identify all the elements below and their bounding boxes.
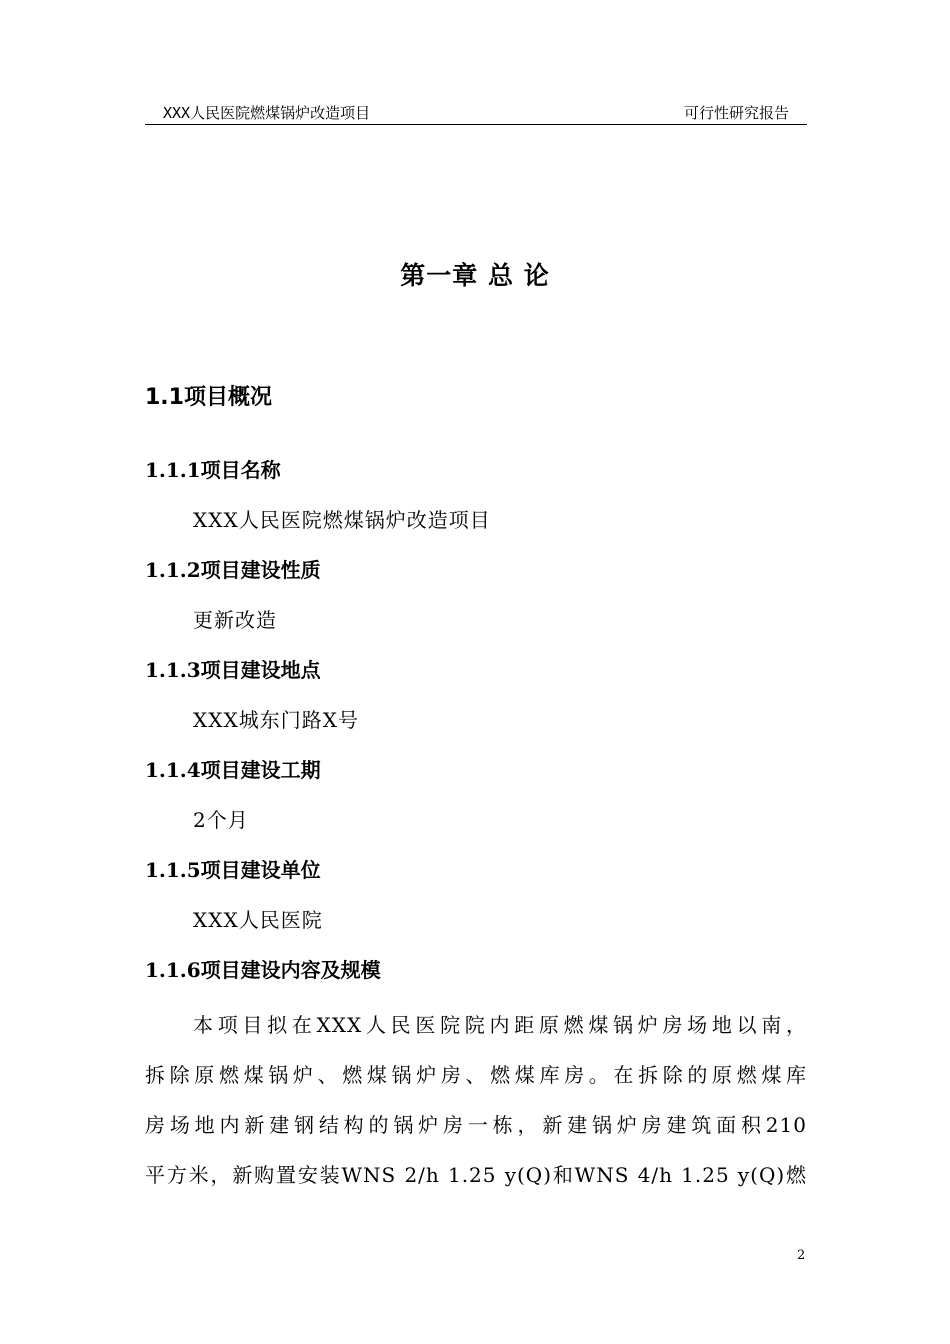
section-title: 1.1项目概况: [145, 385, 272, 410]
scope-paragraph: [145, 1000, 807, 1200]
subsection-body-unit: XXX人民医院: [193, 908, 323, 932]
subsection-heading-unit: 1.1.5项目建设单位: [145, 858, 321, 882]
subsection-body-nature: 更新改造: [193, 608, 277, 632]
subsection-heading-nature: 1.1.2项目建设性质: [145, 558, 321, 582]
page-number: 2: [797, 1248, 806, 1263]
paragraph-line: 平方米，新购置安装WNS 2/h 1.25 y(Q)和WNS 4/h 1.25 y(Q)燃: [145, 1163, 807, 1187]
subsection-heading-location: 1.1.3项目建设地点: [145, 658, 321, 682]
subsection-heading-project-name: 1.1.1项目名称: [145, 458, 281, 482]
subsection-heading-duration: 1.1.4项目建设工期: [145, 758, 321, 782]
paragraph-line: 拆除原燃煤锅炉、燃煤锅炉房、燃煤库房。在拆除的原燃煤库: [145, 1063, 807, 1087]
header-report-type: 可行性研究报告: [683, 104, 789, 122]
subsection-body-project-name: XXX人民医院燃煤锅炉改造项目: [193, 508, 491, 532]
paragraph-line: 本项目拟在XXX人民医院院内距原燃煤锅炉房场地以南，: [193, 1013, 807, 1037]
subsection-body-duration: 2个月: [193, 808, 249, 832]
subsection-body-location: XXX城东门路X号: [193, 708, 359, 732]
paragraph-line: 房场地内新建钢结构的锅炉房一栋，新建锅炉房建筑面积210: [145, 1113, 807, 1137]
chapter-title: 第一章 总 论: [400, 261, 550, 290]
header-project-name: XXX人民医院燃煤锅炉改造项目: [163, 104, 371, 122]
running-header: [145, 102, 807, 125]
subsection-heading-scope: 1.1.6项目建设内容及规模: [145, 958, 381, 982]
